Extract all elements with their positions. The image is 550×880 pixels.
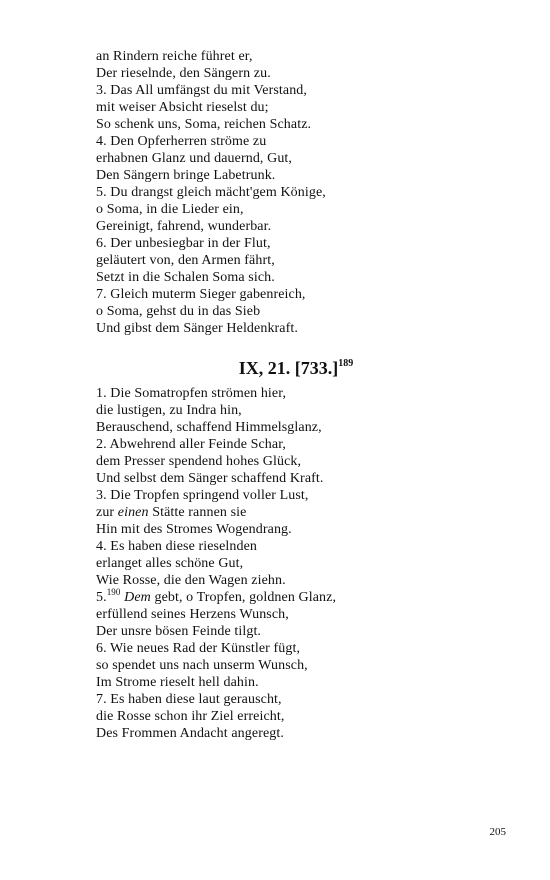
page-number: 205 xyxy=(489,826,506,838)
verse-line: Der unsre bösen Feinde tilgt. xyxy=(96,624,262,639)
verse-line: o Soma, gehst du in das Sieb xyxy=(96,304,261,319)
verse-block-bottom xyxy=(96,385,496,742)
verse-line: die Rosse schon ihr Ziel erreicht, xyxy=(96,709,285,724)
verse-line: Berauschend, schaffend Himmelsglanz, xyxy=(96,420,322,435)
verse-line: Und selbst dem Sänger schaffend Kraft. xyxy=(96,471,324,486)
verse-line: dem Presser spendend hohes Glück, xyxy=(96,454,302,469)
verse-line-einen xyxy=(96,504,496,521)
verse-line: Setzt in die Schalen Soma sich. xyxy=(96,270,275,285)
verse-line: mit weiser Absicht rieselst du; xyxy=(96,100,269,115)
verse-line: 6. Wie neues Rad der Künstler fügt, xyxy=(96,641,301,656)
verse-line: Und gibst dem Sänger Heldenkraft. xyxy=(96,321,298,336)
verse-line: o Soma, in die Lieder ein, xyxy=(96,202,244,217)
verse-line: 1. Die Somatropfen strömen hier, xyxy=(96,386,287,401)
verse-line-dem xyxy=(96,589,496,606)
verse-line: 3. Die Tropfen springend voller Lust, xyxy=(96,488,309,503)
verse-line: 7. Es haben diese laut gerauscht, xyxy=(96,692,282,707)
emphasis-text: Dem xyxy=(124,590,151,605)
verse-line: die lustigen, zu Indra hin, xyxy=(96,403,242,418)
hymn-heading-text: IX, 21. [733.] xyxy=(238,358,339,378)
verse-line: 4. Es haben diese rieselnden xyxy=(96,539,258,554)
verse-line: Den Sängern bringe Labetrunk. xyxy=(96,168,276,183)
verse-line: Des Frommen Andacht angeregt. xyxy=(96,726,284,741)
verse-text: zur xyxy=(96,505,118,520)
emphasis-text: einen xyxy=(117,505,149,520)
verse-line: an Rindern reiche führet er, xyxy=(96,49,253,64)
verse-block-top xyxy=(96,48,496,337)
verse-line: 2. Abwehrend aller Feinde Schar, xyxy=(96,437,287,452)
verse-line: 6. Der unbesiegbar in der Flut, xyxy=(96,236,271,251)
verse-line: Wie Rosse, die den Wagen ziehn. xyxy=(96,573,286,588)
verse-line: So schenk uns, Soma, reichen Schatz. xyxy=(96,117,312,132)
heading-footnote-marker[interactable]: 189 xyxy=(338,358,354,369)
verse-line: Hin mit des Stromes Wogendrang. xyxy=(96,522,292,537)
verse-line: Im Strome rieselt hell dahin. xyxy=(96,675,259,690)
verse-footnote-marker[interactable]: 190 xyxy=(106,587,121,597)
verse-line: erhabnen Glanz und dauernd, Gut, xyxy=(96,151,293,166)
verse-line: 3. Das All umfängst du mit Verstand, xyxy=(96,83,307,98)
verse-text: gebt, o Tropfen, goldnen Glanz, xyxy=(150,590,337,605)
verse-line: geläutert von, den Armen fährt, xyxy=(96,253,275,268)
hymn-heading xyxy=(96,357,496,379)
verse-line: 4. Den Opferherren ströme zu xyxy=(96,134,267,149)
verse-line: 7. Gleich muterm Sieger gabenreich, xyxy=(96,287,306,302)
verse-line: erlanget alles schöne Gut, xyxy=(96,556,244,571)
verse-line: 5. Du drangst gleich mächt'gem Könige, xyxy=(96,185,326,200)
verse-text: Stätte rannen sie xyxy=(148,505,247,520)
verse-line: Gereinigt, fahrend, wunderbar. xyxy=(96,219,272,234)
verse-line: so spendet uns nach unserm Wunsch, xyxy=(96,658,308,673)
verse-line: erfüllend seines Herzens Wunsch, xyxy=(96,607,289,622)
verse-number: 5. xyxy=(96,590,107,605)
verse-line: Der rieselnde, den Sängern zu. xyxy=(96,66,271,81)
